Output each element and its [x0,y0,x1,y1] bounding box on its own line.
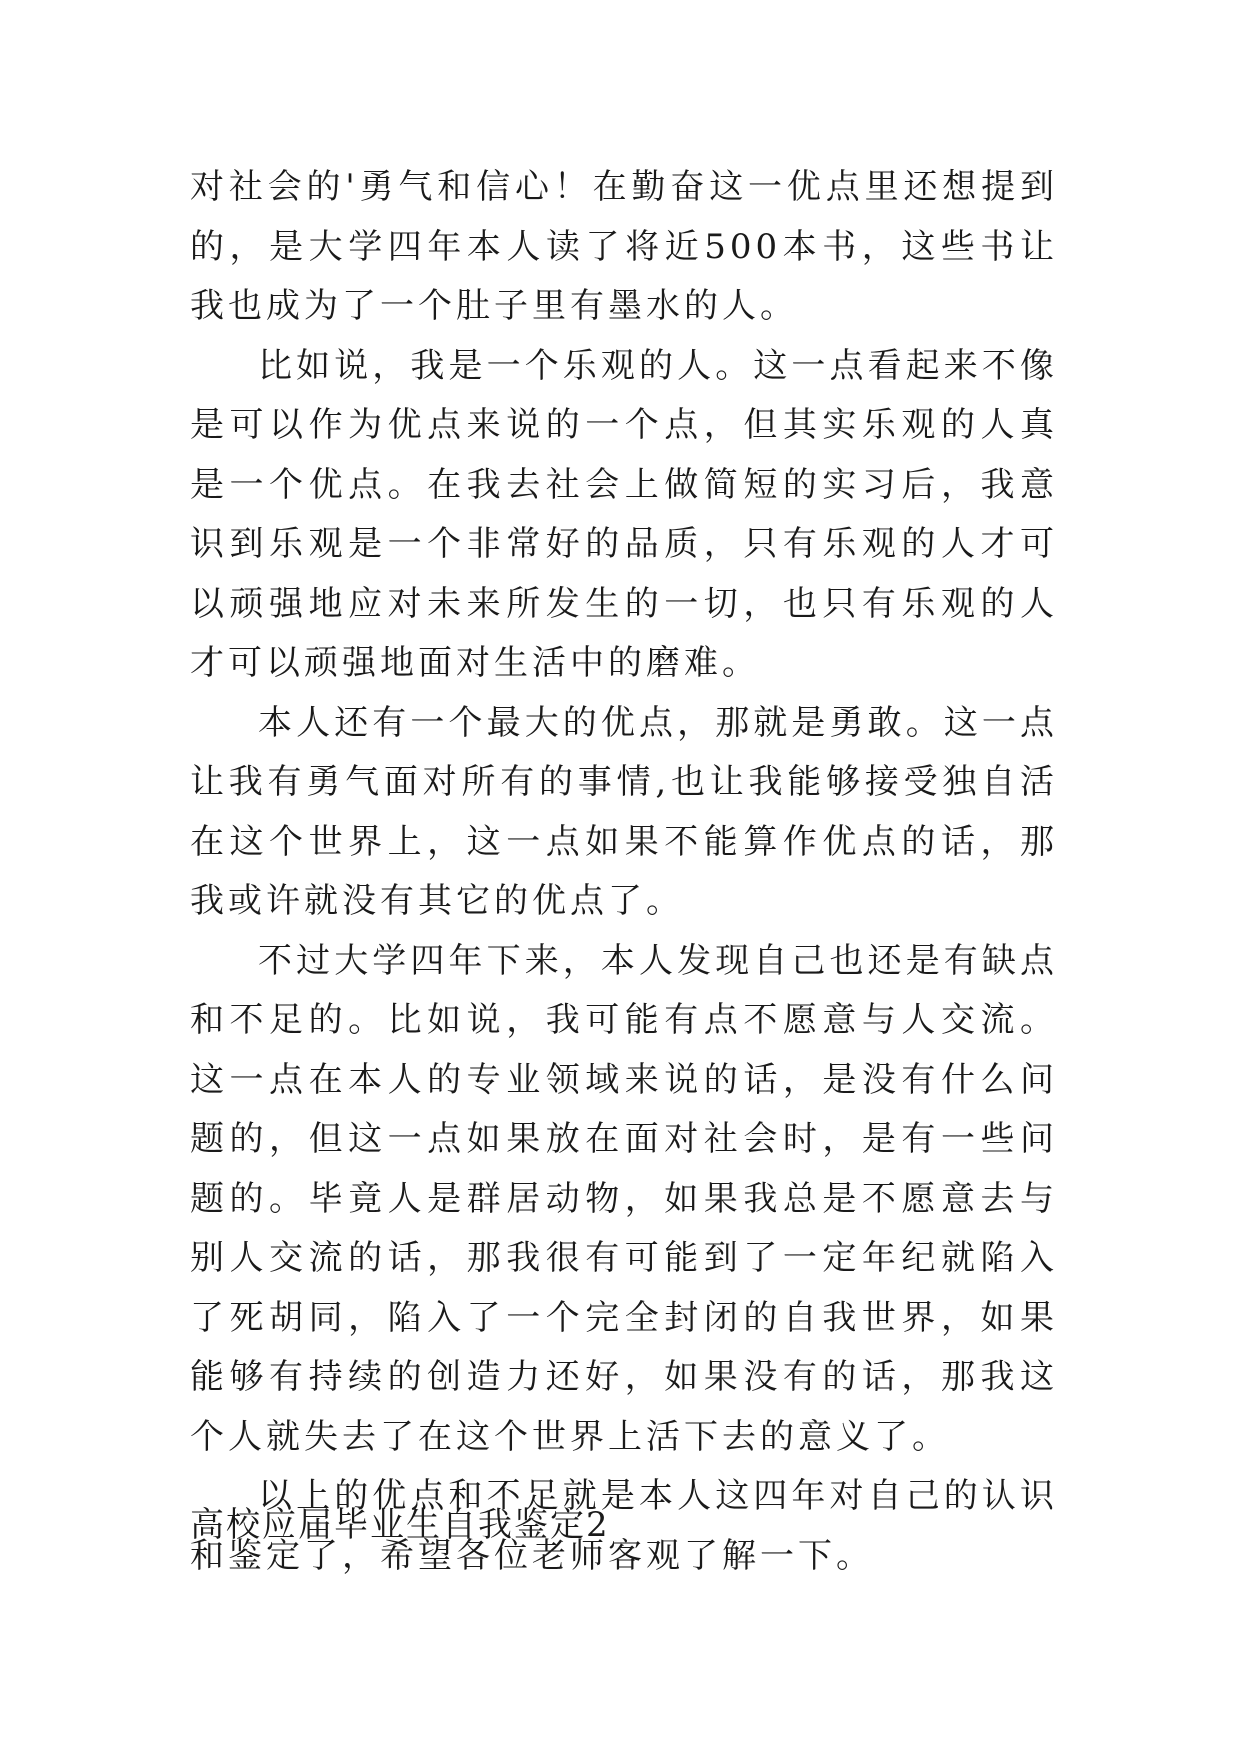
paragraph-2: 比如说，我是一个乐观的人。这一点看起来不像是可以作为优点来说的一个点，但其实乐观的人真是一个优点。在我去社会上做简短的实习后，我意识到乐观是一个非常好的品质，只有乐观的人才可以顽强地应对未来所发生的一切，也只有乐观的人才可以顽强地面对生活中的磨难。 [190,345,1058,683]
paragraph-4: 不过大学四年下来，本人发现自己也还是有缺点和不足的。比如说，我可能有点不愿意与人交流。这一点在本人的专业领域来说的话，是没有什么问题的，但这一点如果放在面对社会时，是有一些问题的。毕竟人是群居动物，如果我总是不愿意去与别人交流的话，那我很有可能到了一定年纪就陷入了死胡同，陷入了一个完全封闭的自我世界，如果能够有持续的创造力还好，如果没有的话，那我这个人就失去了在这个世界上活下去的意义了。 [190,940,1058,1457]
paragraph-1: 对社会的'勇气和信心！在勤奋这一优点里还想提到的，是大学四年本人读了将近500本书，这些书让我也成为了一个肚子里有墨水的人。 [190,167,1058,326]
section-heading: 高校应届毕业生自我鉴定2 [190,1505,610,1545]
paragraph-5: 以上的优点和不足就是本人这四年对自己的认识和鉴定了，希望各位老师客观了解一下。 [190,1476,1058,1576]
paragraph-3: 本人还有一个最大的优点，那就是勇敢。这一点让我有勇气面对所有的事情,也让我能够接受独自活在这个世界上，这一点如果不能算作优点的话，那我或许就没有其它的优点了。 [190,702,1058,921]
document-body [190,158,1058,1586]
